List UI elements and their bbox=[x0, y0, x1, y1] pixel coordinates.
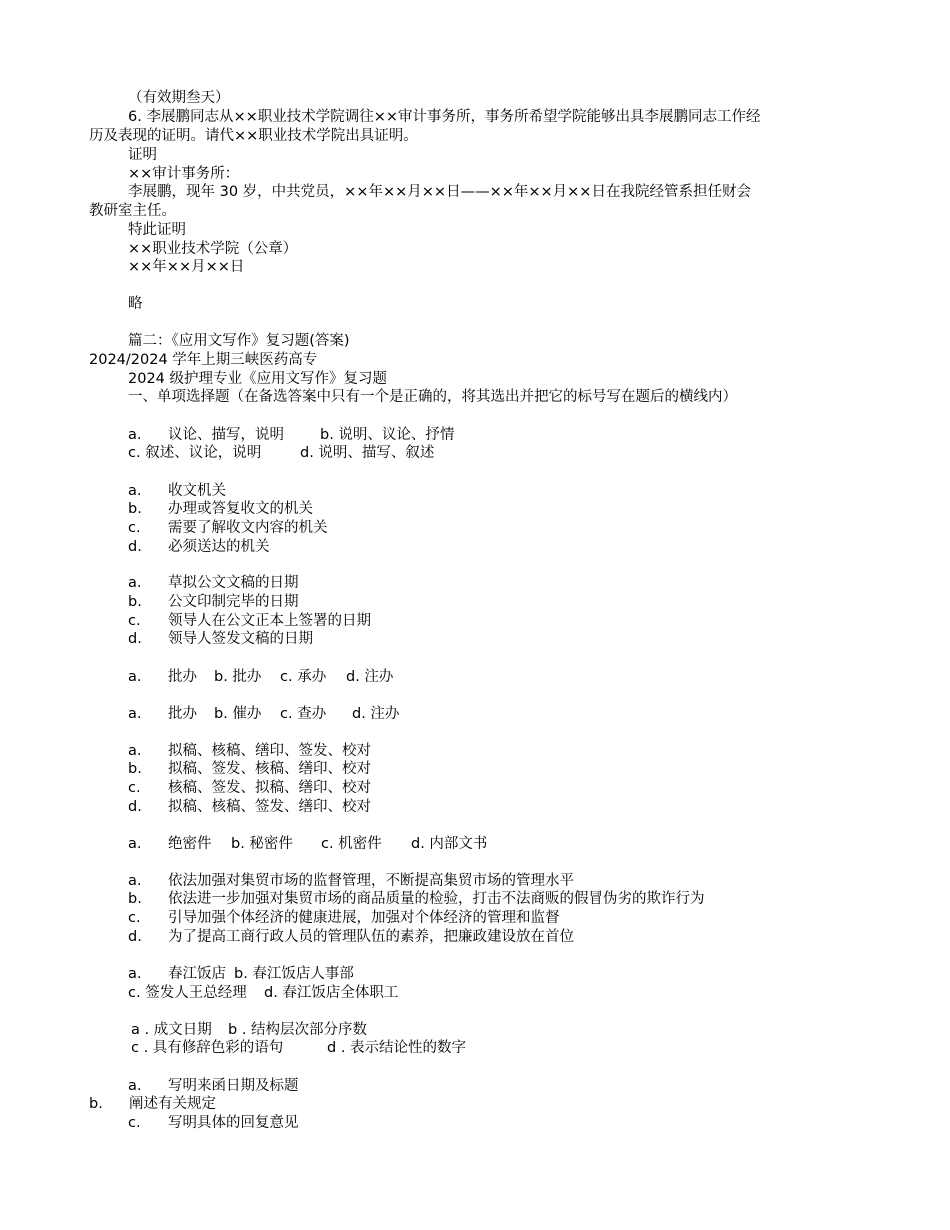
q4-options: a. 批办 b. 批办 c. 承办 d. 注办 bbox=[128, 669, 394, 685]
question-6-line-1: 6. 李展鹏同志从××职业技术学院调往××审计事务所，事务所希望学院能够出具李展鹏同志工作经 bbox=[128, 109, 761, 125]
q11-option-a: a. 写明来函日期及标题 bbox=[128, 1078, 299, 1094]
q9-row-1: a. 春江饭店 b. 春江饭店人事部 bbox=[128, 966, 354, 982]
q3-option-a: a. 草拟公文文稿的日期 bbox=[128, 575, 299, 591]
part-2-title: 篇二：《应用文写作》复习题(答案) bbox=[128, 333, 350, 349]
certificate-body-line-1: 李展鹏，现年 30 岁，中共党员，××年××月××日——××年××月××日在我院经管系担任财会 bbox=[128, 184, 751, 200]
certificate-title: 证明 bbox=[128, 147, 157, 163]
exam-subtitle: 2024 级护理专业《应用文写作》复习题 bbox=[128, 371, 388, 387]
question-6-line-2: 历及表现的证明。请代××职业技术学院出具证明。 bbox=[89, 128, 418, 144]
q6-option-d: d. 拟稿、核稿、签发、缮印、校对 bbox=[128, 799, 371, 815]
section-1-heading: 一、单项选择题（在备选答案中只有一个是正确的，将其选出并把它的标号写在题后的横线内） bbox=[128, 389, 737, 405]
q2-option-d: d. 必须送达的机关 bbox=[128, 539, 270, 555]
q6-option-c: c. 核稿、签发、拟稿、缮印、校对 bbox=[128, 780, 371, 796]
option-text: d. 说明、描写、叙述 bbox=[300, 445, 435, 461]
q8-option-b: b. 依法进一步加强对集贸市场的商品质量的检验，打击不法商贩的假冒伪劣的欺诈行为 bbox=[128, 891, 705, 907]
q11-option-b: b. 阐述有关规定 bbox=[89, 1096, 216, 1112]
certificate-signer: ××职业技术学院（公章） bbox=[128, 241, 298, 257]
option-text: b. 说明、议论、抒情 bbox=[320, 427, 455, 443]
omitted-note: 略 bbox=[128, 296, 143, 312]
q8-option-a: a. 依法加强对集贸市场的监督管理，不断提高集贸市场的管理水平 bbox=[128, 873, 574, 889]
school-term: 2024/2024 学年上期三峡医药高专 bbox=[89, 352, 318, 368]
q6-option-a: a. 拟稿、核稿、缮印、签发、校对 bbox=[128, 743, 371, 759]
q8-option-d: d. 为了提高工商行政人员的管理队伍的素养，把廉政建设放在首位 bbox=[128, 929, 574, 945]
q6-option-b: b. 拟稿、签发、核稿、缮印、校对 bbox=[128, 761, 371, 777]
q9-row-2: c. 签发人王总经理 d. 春江饭店全体职工 bbox=[128, 985, 399, 1001]
q3-option-c: c. 领导人在公文正本上签署的日期 bbox=[128, 613, 371, 629]
q1-row-1 bbox=[128, 426, 454, 445]
validity-note: （有效期叁天） bbox=[128, 90, 230, 106]
q2-option-b: b. 办理或答复收文的机关 bbox=[128, 501, 313, 517]
q7-options: a. 绝密件 b. 秘密件 c. 机密件 d. 内部文书 bbox=[128, 836, 488, 852]
option-key: a. bbox=[128, 427, 142, 443]
q3-option-b: b. 公文印制完毕的日期 bbox=[128, 594, 299, 610]
q2-option-a: a. 收文机关 bbox=[128, 483, 226, 499]
q10-row-1: a . 成文日期 b . 结构层次部分序数 bbox=[131, 1022, 368, 1038]
q1-row-2 bbox=[128, 444, 434, 463]
q8-option-c: c. 引导加强个体经济的健康进展，加强对个体经济的管理和监督 bbox=[128, 910, 560, 926]
certificate-closing: 特此证明 bbox=[128, 222, 186, 238]
certificate-addressee: ××审计事务所： bbox=[128, 166, 240, 182]
q5-options: a. 批办 b. 催办 c. 查办 d. 注办 bbox=[128, 706, 400, 722]
q11-option-c: c. 写明具体的回复意见 bbox=[128, 1115, 299, 1131]
option-text: c. 叙述、议论，说明 bbox=[128, 445, 262, 461]
certificate-date: ××年××月××日 bbox=[128, 259, 245, 275]
option-text: 议论、描写，说明 bbox=[168, 427, 284, 443]
certificate-body-line-2: 教研室主任。 bbox=[89, 203, 176, 219]
q2-option-c: c. 需要了解收文内容的机关 bbox=[128, 520, 328, 536]
q3-option-d: d. 领导人签发文稿的日期 bbox=[128, 631, 313, 647]
q10-row-2: c . 具有修辞色彩的语句 d . 表示结论性的数字 bbox=[131, 1040, 467, 1056]
